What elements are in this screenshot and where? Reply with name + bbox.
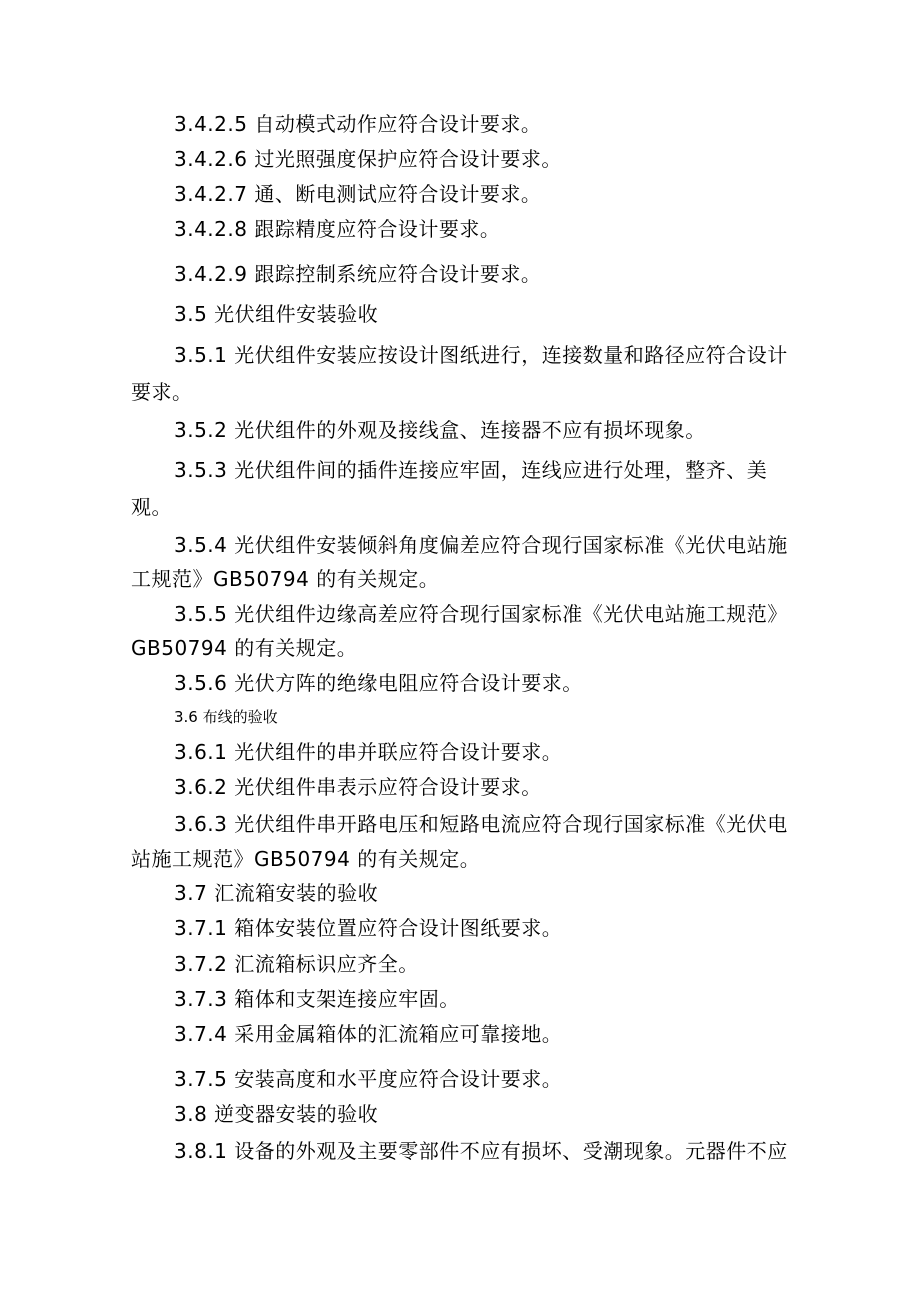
clause-3-6-3-continued: 站施工规范》GB50794 的有关规定。 bbox=[131, 847, 481, 871]
clause-3-5-3: 3.5.3 光伏组件间的插件连接应牢固，连线应进行处理，整齐、美 bbox=[174, 458, 768, 482]
section-3-5-heading: 3.5 光伏组件安装验收 bbox=[174, 302, 379, 326]
clause-3-5-2: 3.5.2 光伏组件的外观及接线盒、连接器不应有损坏现象。 bbox=[174, 418, 706, 442]
clause-3-7-4: 3.7.4 采用金属箱体的汇流箱应可靠接地。 bbox=[174, 1022, 563, 1046]
clause-3-6-2: 3.6.2 光伏组件串表示应符合设计要求。 bbox=[174, 775, 542, 799]
clause-3-5-4-continued: 工规范》GB50794 的有关规定。 bbox=[131, 567, 440, 591]
clause-3-5-6: 3.5.6 光伏方阵的绝缘电阻应符合设计要求。 bbox=[174, 671, 583, 695]
clause-3-5-3-continued: 观。 bbox=[131, 495, 172, 519]
clause-3-5-5: 3.5.5 光伏组件边缘高差应符合现行国家标准《光伏电站施工规范》 bbox=[174, 602, 788, 626]
clause-3-4-2-8: 3.4.2.8 跟踪精度应符合设计要求。 bbox=[174, 217, 501, 241]
section-3-6-heading: 3.6 布线的验收 bbox=[174, 708, 278, 726]
clause-3-7-1: 3.7.1 箱体安装位置应符合设计图纸要求。 bbox=[174, 916, 563, 940]
clause-3-5-4: 3.5.4 光伏组件安装倾斜角度偏差应符合现行国家标准《光伏电站施 bbox=[174, 533, 788, 557]
clause-3-6-3: 3.6.3 光伏组件串开路电压和短路电流应符合现行国家标准《光伏电 bbox=[174, 812, 788, 836]
clause-3-7-5: 3.7.5 安装高度和水平度应符合设计要求。 bbox=[174, 1067, 563, 1091]
clause-3-4-2-5: 3.4.2.5 自动模式动作应符合设计要求。 bbox=[174, 112, 542, 136]
section-3-7-heading: 3.7 汇流箱安装的验收 bbox=[174, 881, 379, 905]
clause-3-5-1-continued: 要求。 bbox=[131, 380, 193, 404]
clause-3-7-2: 3.7.2 汇流箱标识应齐全。 bbox=[174, 952, 419, 976]
clause-3-5-1: 3.5.1 光伏组件安装应按设计图纸进行，连接数量和路径应符合设计 bbox=[174, 343, 788, 367]
clause-3-7-3: 3.7.3 箱体和支架连接应牢固。 bbox=[174, 987, 460, 1011]
clause-3-5-5-continued: GB50794 的有关规定。 bbox=[131, 636, 358, 660]
clause-3-8-1: 3.8.1 设备的外观及主要零部件不应有损坏、受潮现象。元器件不应 bbox=[174, 1139, 788, 1163]
section-3-8-heading: 3.8 逆变器安装的验收 bbox=[174, 1102, 379, 1126]
clause-3-6-1: 3.6.1 光伏组件的串并联应符合设计要求。 bbox=[174, 740, 563, 764]
clause-3-4-2-6: 3.4.2.6 过光照强度保护应符合设计要求。 bbox=[174, 147, 562, 171]
clause-3-4-2-7: 3.4.2.7 通、断电测试应符合设计要求。 bbox=[174, 182, 542, 206]
clause-3-4-2-9: 3.4.2.9 跟踪控制系统应符合设计要求。 bbox=[174, 262, 542, 286]
